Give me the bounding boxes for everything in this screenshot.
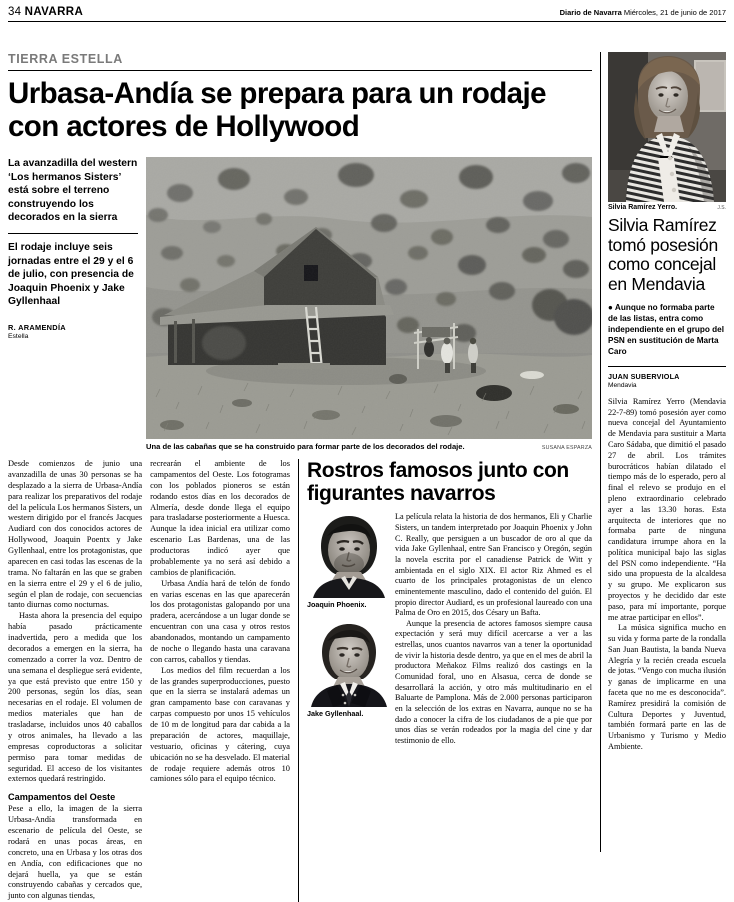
photo-credit: SUSANA ESPARZA xyxy=(541,445,592,452)
main-photo xyxy=(146,157,592,439)
paragraph: Silvia Ramírez Yerro (Mendavia 22-7-89) tomó posesión ayer como nueva concejal del Ayuntamiento de Mendavia para sustituir a Marta Caro Sádaba, que dimitió el pasado 27 de abril. Los trámites burocráticos habían dilatado el tiempo más de lo esperado, pero al final el relevo se produjo en el pleno extraordinario celebrado ayer a las 13.30 horas. Esta arquitecta de interiores que no formaba parte de ninguna candidatura irrumpe ahora en la política municipal bajo las siglas del PSN como independiente. “Ha sido una propuesta de la alcaldesa y su grupo. Me explicaron sus proyectos y he decidido dar este paso, para mí importante, porque me atrae participar en ellos”. xyxy=(608,396,726,622)
subhead-1: La avanzadilla del western ‘Los hermanos Sisters’ está sobre el terreno construyendo los decorados en la sierra xyxy=(8,158,138,224)
feature-headline: Rostros famosos junto con figurantes navarros xyxy=(307,459,569,506)
article-kicker: TIERRA ESTELLA xyxy=(8,52,123,66)
paragraph: Hasta ahora la presencia del equipo había pasado prácticamente inadvertida, pero a medida que los decorados a emergen en la sierra, ha comenzado a correr la voz. Dentro de una semana el despliegue será evidente, ya que está previsto que entre 150 y 200 personas, según los días, sean necesarias en el rodaje. El volumen de medios materiales que han de trasladarse, incluidos unos 40 caballos y otros animales, ha llevado a las empresas coproductoras a solicitar permiso para tomar medidas de seguridad. El acceso de los visitantes externos quedará restringido. xyxy=(8,611,143,784)
silvia-ramirez-photo xyxy=(608,52,726,202)
jake-gyllenhaal-photo xyxy=(307,621,391,707)
masthead-right xyxy=(560,8,726,17)
article-column-2 xyxy=(150,459,298,902)
article-byline-place: Estella xyxy=(8,332,29,340)
paragraph: Urbasa Andía hará de telón de fondo en varias escenas en las que aparecerán los dos protagonistas galopando por una pradera, acercándose a un lugar donde se encuentran con una casa y otros restos abandonados, montando un campamento de noche o llegando hasta una caravana con carros, caballos y tiendas. xyxy=(150,578,290,664)
page-number: 34 xyxy=(8,6,22,18)
lower-row xyxy=(8,459,592,902)
photo-caption: Una de las cabañas que se ha construido para formar parte de los decorados del rodaje. xyxy=(146,442,465,452)
article-column-1 xyxy=(8,459,150,902)
publication-date: Miércoles, 21 de junio de 2017 xyxy=(623,8,726,17)
sidebar-byline: JUAN SUBERVIOLA xyxy=(608,371,680,381)
masthead-left xyxy=(8,6,83,18)
article-crosshead: Campamentos del Oeste xyxy=(8,792,116,803)
actor-caption: Joaquin Phoenix. xyxy=(307,600,367,610)
upper-row xyxy=(8,157,592,451)
paragraph: La película relata la historia de dos hermanos, Eli y Charlie Sisters, un tandem interpretado por Joaquin Phoenix y John C. Really, que persiguen a un buscador de oro al que da vida Jake Gyllenhaal, entre San Francisco y Oregón, según la novela escrita por el canadiense Patrick de Witt y ambientada en el siglo XIX. El actor Riz Ahmed es el cuarto de los principales protagonistas de un elenco eminentemente masculino, dado el contenido del guión. El propio director Audiard, es un profesional laureado con una Palma de Oro en 2015, dos Césary un Bafta. xyxy=(395,512,592,618)
paper-name: Diario de Navarra xyxy=(559,8,622,17)
feature-text-column xyxy=(395,512,592,746)
sidebar-headline: Silvia Ramírez tomó posesión como concejal en Mendavia xyxy=(608,215,718,294)
sidebar-byline-place: Mendavia xyxy=(608,381,637,389)
subhead-divider xyxy=(8,233,138,234)
subhead-column xyxy=(8,157,146,451)
paragraph: Pese a ello, la imagen de la sierra Urbasa-Andía transformada en escenario de película del Oeste, se rodará en unas pocas áreas, en concreto, una en Urbasa y los otras dos en Andía, con edificaciones que no dejará huella, ya que se están construyendo cabañas y cercados que, junto con algunas tiendas, xyxy=(8,804,143,901)
sidebar-photo-caption: Silvia Ramírez Yerro. xyxy=(608,204,678,211)
sidebar-divider xyxy=(608,366,726,367)
paragraph: Los medios del film recuerdan a los de las grandes superproducciones, puesto que en la sierra se instalará ademas un gran campamento base con caravanas y carpas compuesto por unos 15 vehículos de 10 m de longitud para dar cabida a la preparación de actores, maquillaje, vestuario, oficinas y cátering, cuya ubicación no se ha desvelado. El material de rodaje requiere además otros 10 camiones sólo para el equipo técnico. xyxy=(150,665,290,784)
joaquin-phoenix-photo xyxy=(307,512,391,598)
paragraph: Desde comienzos de junio una avanzadilla de unas 30 personas se ha desplazado a la sierra de Urbasa-Andía para realizar los preparativos del rodaje del la película Los hermanos Sisters, un western dirigido por el francés Jacques Audiard con dos conocidos actores de Hollywood, Joaquin Poentx y Jake Gyllenhaal, entre los protagonistas, que aparecen en casi todas las escenas de la trama. No faltarán en las que se graben en la sierra entre el 29 y el 6 de julio, según el plan de rodaje, con secuencias tanto diurnas como nocturnas. xyxy=(8,459,143,610)
subhead-2: El rodaje incluye seis jornadas entre el 29 y el 6 de julio, con presencia de Joaquin Phoenix y Jake Gyllenhaal xyxy=(8,241,134,308)
masthead xyxy=(8,6,726,22)
paragraph: recrearán el ambiente de los campamentos del Oeste. Los fotogramas con los poblados pioneros se están rodando estos días en los decorados de Almería, desde donde llega el equipo para trasladarse posteriormente a Huesca. Aunque la idea inicial era utilizar como escenario Las Bardenas, una de las productoras indicó ayer que probablemente ya no será así debido a cambios de planificación. xyxy=(150,459,290,577)
article-headline: Urbasa-Andía se prepara para un rodaje con actores de Hollywood xyxy=(8,77,546,144)
section-name: NAVARRA xyxy=(24,6,84,18)
actor-caption: Jake Gyllenhaal. xyxy=(307,709,364,719)
body-grid xyxy=(8,52,726,901)
kicker-divider xyxy=(8,70,592,71)
paragraph: Aunque la presencia de actores famosos siempre causa expectación y será muy difícil acercarse a ver a las estrellas, unos cuantos navarros van a tener la oportunidad de vivir la historia desde dentro, ya que en el mes de abril la productora Meñakoz Films realizó dos castings en la Comunidad foral, uno en Alsasua, cerca de donde se desarrollará la acción, y otro más multitudinario en el Baluarte de Pamplona. Más de 2.000 personas participaron en la selección de los extras en Navarra, aunque no se ha dado a conocer la cifra de los ciudadanos de a pie que por unos días se verán rodeados por la magia del cine y dar testimonio de ello. xyxy=(395,618,592,746)
sidebar-photo-credit: J.S. xyxy=(717,205,726,211)
feature-inner xyxy=(307,512,592,746)
main-column xyxy=(8,52,600,901)
sidebar-article xyxy=(600,52,726,852)
actor-column xyxy=(307,512,395,746)
article-byline: R. ARAMENDÍA xyxy=(8,322,66,332)
sidebar-bullet: ● Aunque no formaba parte de las listas, entra como independiente en el grupo del PSN en sustitución de Marta Caro xyxy=(608,303,725,356)
photo-caption-row xyxy=(146,442,592,451)
photo-column xyxy=(146,157,592,451)
sidebar-caption-row xyxy=(608,204,726,211)
paragraph: La música significa mucho en su vida y forma parte de la rondalla San Juan Bautista, la banda Nueva Alegría y la recién creada escuela de jotas. “Vengo con mucha ilusión y ganas de implicarme en una faceta que no me es desconocida”. Ramírez presidirá la comisión de Cultura Deportes y Juventud, también formará parte en las de Urbanismo y Turismo y Medio Ambiente. xyxy=(608,623,726,751)
feature-box xyxy=(298,459,592,902)
cabin-landscape-photo xyxy=(146,157,592,439)
